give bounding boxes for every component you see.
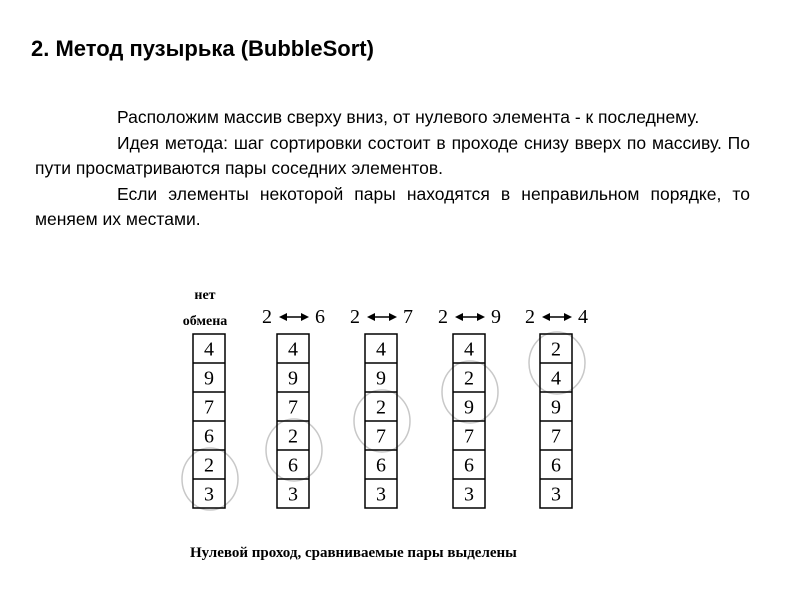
array-cell-value: 3 — [551, 483, 561, 506]
array-cell-value: 3 — [464, 483, 474, 506]
swap-right-value: 6 — [315, 306, 325, 328]
swap-left-value: 2 — [350, 306, 360, 328]
array-column — [438, 306, 501, 508]
array-cell-value: 2 — [551, 338, 561, 361]
array-cell-value: 9 — [204, 367, 214, 390]
array-cell-value: 2 — [204, 454, 214, 477]
description-paragraph: Расположим массив сверху вниз, от нулевого элемента - к последнему. — [117, 107, 700, 127]
array-cell-value: 2 — [464, 367, 474, 390]
array-cell-value: 6 — [288, 454, 298, 477]
array-cell-value: 9 — [376, 367, 386, 390]
description-paragraph: Идея метода: шаг сортировки состоит в проходе снизу вверх по массиву. По пути просматриваются пары соседних элементов. — [35, 132, 750, 178]
array-cell-value: 3 — [204, 483, 214, 506]
array-cell-value: 4 — [288, 338, 298, 361]
array-cell-value: 2 — [376, 396, 386, 419]
array-column — [350, 306, 413, 508]
swap-right-value: 9 — [491, 306, 501, 328]
swap-left-value: 2 — [525, 306, 535, 328]
swap-right-value: 4 — [578, 306, 588, 328]
description-paragraph: Если элементы некоторой пары находятся в неправильном порядке, то меняем их местами. — [35, 183, 750, 229]
slide-title: 2. Метод пузырька (BubbleSort) — [31, 36, 374, 61]
array-column — [262, 306, 325, 508]
array-cell-value: 6 — [464, 454, 474, 477]
array-cell-value: 9 — [288, 367, 298, 390]
array-cell-value: 4 — [204, 338, 214, 361]
no-swap-label: обмена — [182, 314, 228, 329]
array-cell-value: 4 — [551, 367, 561, 390]
array-cell-value: 7 — [551, 425, 561, 448]
no-swap-label: нет — [194, 288, 216, 303]
array-cell-value: 9 — [464, 396, 474, 419]
swap-left-value: 2 — [438, 306, 448, 328]
array-cell-value: 6 — [204, 425, 214, 448]
array-cell-value: 6 — [376, 454, 386, 477]
array-cell-value: 7 — [204, 396, 214, 419]
array-cell-value: 7 — [464, 425, 474, 448]
array-column — [525, 306, 588, 508]
array-cell-value: 3 — [288, 483, 298, 506]
array-column — [182, 288, 238, 510]
array-cell-value: 6 — [551, 454, 561, 477]
array-cell-value: 3 — [376, 483, 386, 506]
figure-caption: Нулевой проход, сравниваемые пары выделены — [190, 545, 517, 561]
array-cell-value: 4 — [376, 338, 386, 361]
array-cell-value: 4 — [464, 338, 474, 361]
array-cell-value: 9 — [551, 396, 561, 419]
swap-right-value: 7 — [403, 306, 413, 328]
array-cell-value: 2 — [288, 425, 298, 448]
array-cell-value: 7 — [288, 396, 298, 419]
array-cell-value: 7 — [376, 425, 386, 448]
swap-left-value: 2 — [262, 306, 272, 328]
